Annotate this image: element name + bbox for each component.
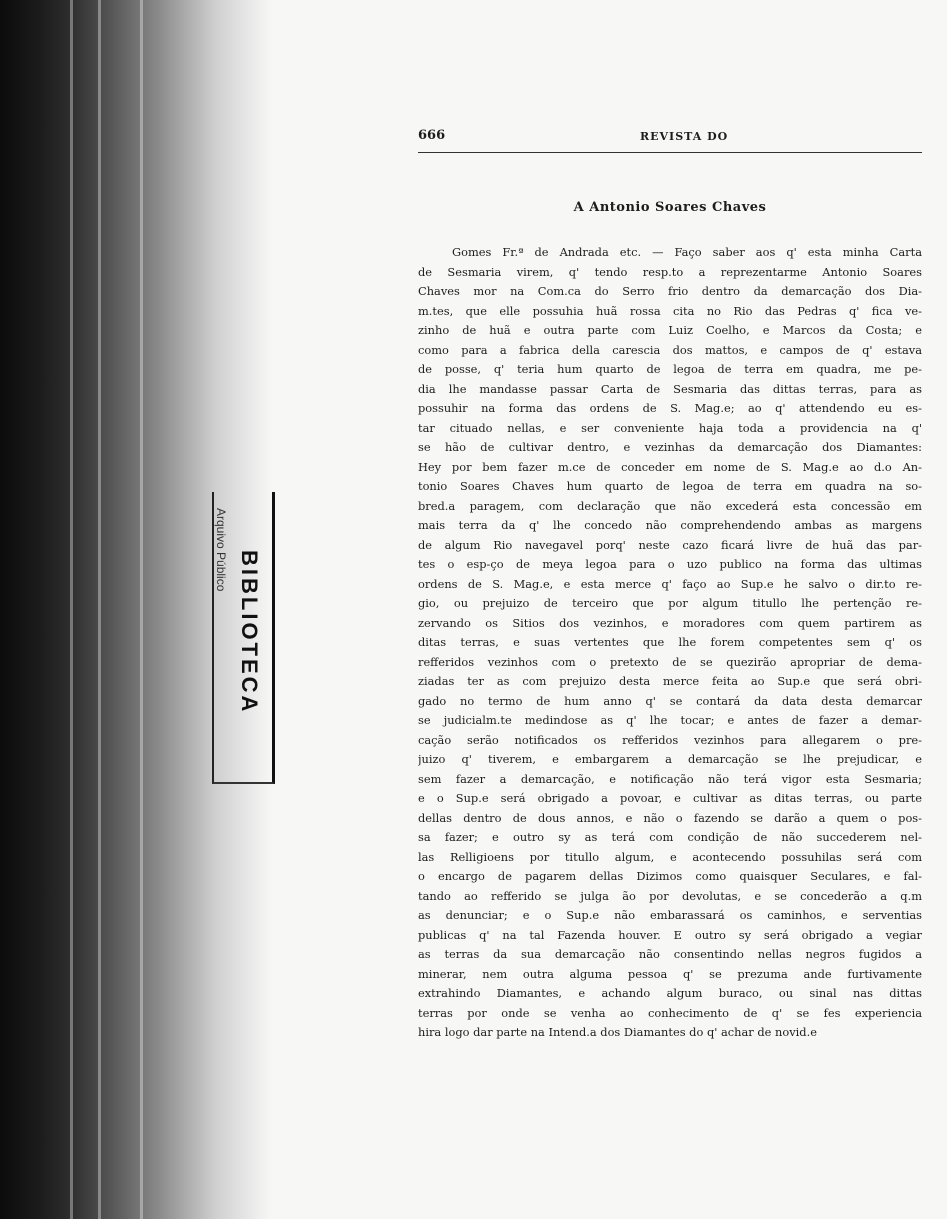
body-line: o encargo de pagarem dellas Dizimos como quaisquer Seculares, e fal- [418,869,922,883]
body-line: sa fazer; e outro sy as terá com condição de não succederem nel- [418,830,922,844]
body-line: de Sesmaria virem, q' tendo resp.to a reprezentarme Antonio Soares [418,264,922,279]
body-line: hira logo dar parte na Intend.a dos Diamantes do q' achar de novid.e [418,1025,817,1039]
body-line: juizo q' tiverem, e embargarem a demarcação se lhe prejudicar, e [418,752,922,766]
body-line: Chaves mor na Com.ca do Serro frio dentro da demarcação dos Dia- [418,284,922,298]
body-line: refferidos vezinhos com o pretexto de se quezirão apropriar de dema- [418,654,922,669]
body-line: extrahindo Diamantes, e achando algum buraco, ou sinal nas dittas [418,986,922,1000]
body-line: m.tes, que elle possuhia huã rossa cita no Rio das Pedras q' fica ve- [418,303,922,318]
body-line: as terras da sua demarcação não consentindo nellas negros fugidos a [418,947,922,961]
body-line: terras por onde se venha ao conhecimento de q' se fes experiencia [418,1005,922,1020]
body-line: se hão de cultivar dentro, e vezinhas da demarcação dos Diamantes: [418,440,922,454]
body-line: tando ao refferido se julga ão por devolutas, e se concederão a q.m [418,888,922,903]
body-line: ziadas ter as com prejuizo desta merce feita ao Sup.e que será obri- [418,674,922,688]
body-line: se judicialm.te medindose as q' lhe tocar; e antes de fazer a demar- [418,713,922,727]
binding-streak [140,0,143,1219]
section-title: A Antonio Soares Chaves [573,200,767,215]
document-body [418,243,922,1043]
body-line: cação serão notificados os refferidos vezinhos para allegarem o pre- [418,732,922,747]
body-line: gado no termo de hum anno q' se contará da data desta demarcar [418,693,922,708]
body-line: ordens de S. Mag.e, e esta merce q' faço ao Sup.e he salvo o dir.to re- [418,576,922,591]
library-stamp-subtitle: Arquivo Público [214,508,228,592]
body-line: possuhir na forma das ordens de S. Mag.e; ao q' attendendo eu es- [418,401,922,415]
body-line: gio, ou prejuizo de terceiro que por algum titullo lhe pertenção re- [418,596,922,610]
header-rule [418,152,922,153]
binding-streak [70,0,73,1219]
body-line: como para a fabrica della carescia dos mattos, e campos de q' estava [418,342,922,357]
body-line: Hey por bem fazer m.ce de conceder em nome de S. Mag.e ao d.o An- [418,459,922,474]
body-line: minerar, nem outra alguma pessoa q' se prezuma ande furtivamente [418,966,922,981]
running-title: REVISTA DO [640,130,729,143]
body-line: dellas dentro de dous annos, e não o fazendo se darão a quem o pos- [418,810,922,825]
body-line: zinho de huã e outra parte com Luiz Coelho, e Marcos da Costa; e [418,323,922,337]
body-line: Gomes Fr.ª de Andrada etc. — Faço saber aos q' esta minha Carta [452,245,922,259]
body-line: as denunciar; e o Sup.e não embarassará os caminhos, e serventias [418,908,922,922]
body-line: ditas terras, e suas vertentes que lhe forem competentes sem q' os [418,635,922,649]
body-line: mais terra da q' lhe concedo não comprehendendo ambas as margens [418,518,922,532]
body-line: zervando os Sitios dos vezinhos, e moradores com quem partirem as [418,615,922,630]
body-line: las Relligioens por titullo algum, e acontecendo possuhilas será com [418,849,922,864]
binding-streak [98,0,101,1219]
library-stamp-title: BIBLIOTECA [237,550,262,715]
page-number: 666 [418,128,446,143]
body-line: sem fazer a demarcação, e notificação não terá vigor esta Sesmaria; [418,771,922,786]
body-line: tar cituado nellas, e ser conveniente haja toda a providencia na q' [418,420,922,435]
body-line: de algum Rio navegavel porq' neste cazo ficará livre de huã das par- [418,537,922,552]
body-line: e o Sup.e será obrigado a povoar, e cultivar as ditas terras, ou parte [418,791,922,805]
body-line: tes o esp-ço de meya legoa para o uzo publico na forma das ultimas [418,557,922,571]
body-line: de posse, q' teria hum quarto de legoa de terra em quadra, me pe- [418,362,922,376]
body-line: publicas q' na tal Fazenda houver. E outro sy será obrigado a vegiar [418,927,922,942]
page-header [418,128,922,148]
body-line: dia lhe mandasse passar Carta de Sesmaria das dittas terras, para as [418,381,922,396]
body-line: bred.a paragem, com declaração que não excederá esta concessão em [418,498,922,513]
body-line: tonio Soares Chaves hum quarto de legoa de terra em quadra na so- [418,479,922,493]
